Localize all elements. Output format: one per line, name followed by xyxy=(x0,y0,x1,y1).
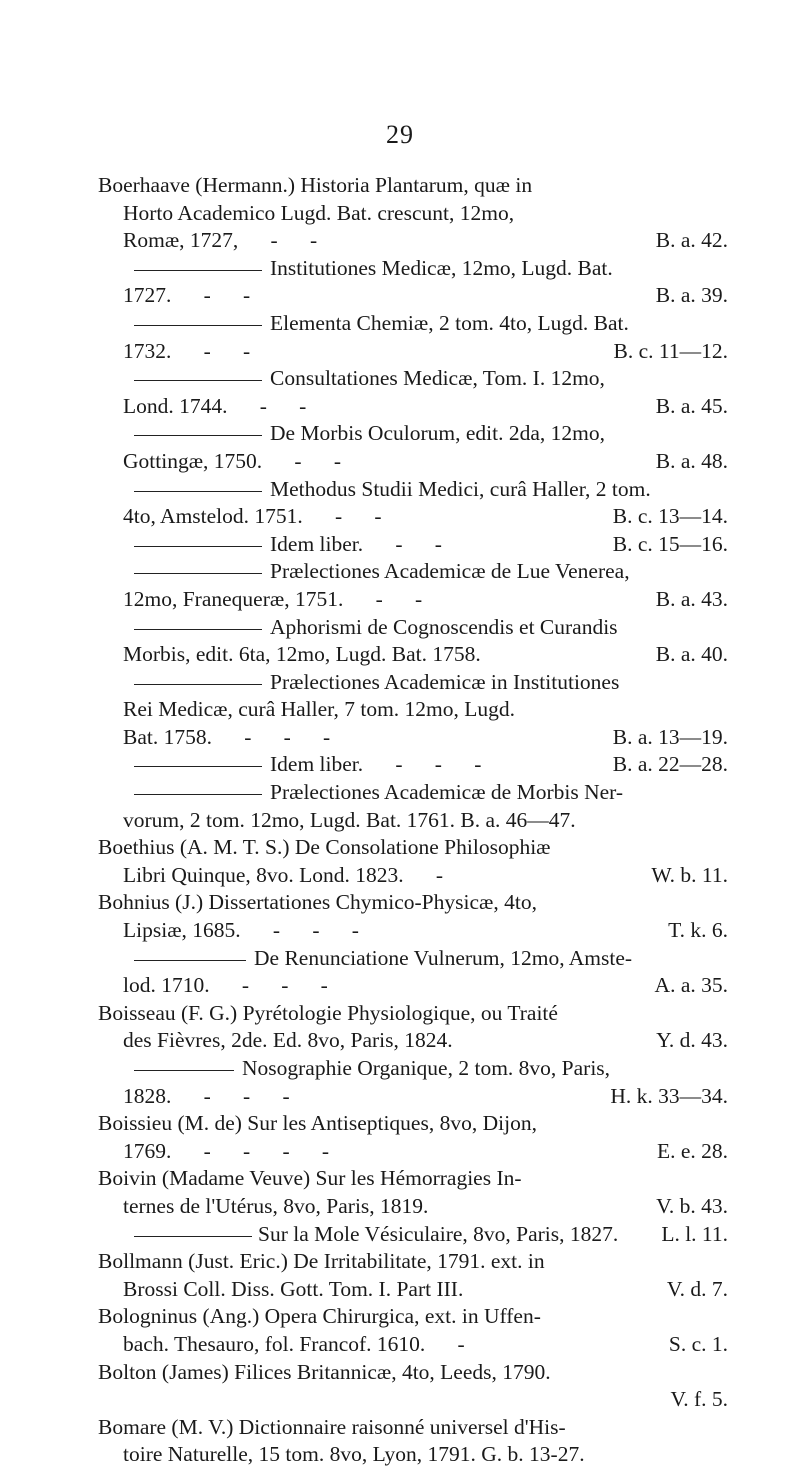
shelf-reference: E. e. 28. xyxy=(656,1138,728,1163)
ditto-entry-line xyxy=(98,310,728,338)
entry-text: Bollmann (Just. Eric.) De Irritabilitate, 1791. ext. in xyxy=(98,1249,545,1274)
shelf-reference: B. a. 48. xyxy=(655,448,728,473)
entry-continuation-line xyxy=(98,282,728,310)
ditto-entry-line xyxy=(98,614,728,642)
entry-continuation-line xyxy=(98,200,728,228)
shelf-reference: B. a. 42. xyxy=(655,228,728,253)
entry-text: Idem liber. - - - xyxy=(270,752,482,777)
entry-text: 1732. - - xyxy=(123,338,251,363)
entry-text: Idem liber. - - xyxy=(270,531,442,556)
entry-continuation-line xyxy=(98,586,728,614)
entry-text: Boethius (A. M. T. S.) De Consolatione Philosophiæ xyxy=(98,835,551,860)
shelf-reference: V. b. 43. xyxy=(656,1193,728,1218)
ditto-entry-line xyxy=(98,1221,728,1249)
entry-text: Bologninus (Ang.) Opera Chirurgica, ext. in Uffen- xyxy=(98,1304,541,1329)
entry-text: Boerhaave (Hermann.) Historia Plantarum, quæ in xyxy=(98,173,533,197)
entry-text: Rei Medicæ, curâ Haller, 7 tom. 12mo, Lugd. xyxy=(123,697,516,722)
entry-text: Romæ, 1727, - - xyxy=(123,228,318,253)
entry-text: ternes de l'Utérus, 8vo, Paris, 1819. xyxy=(123,1193,429,1218)
entry-continuation-line xyxy=(98,862,728,890)
entry-text: Aphorismi de Cognoscendis et Curandis xyxy=(270,614,618,639)
entry-text: Prælectiones Academicæ de Lue Venerea, xyxy=(270,559,630,584)
entry-continuation-line xyxy=(98,1027,728,1055)
entry-text: 1727. - - xyxy=(123,283,251,308)
entry-text: vorum, 2 tom. 12mo, Lugd. Bat. 1761. B. a. 46—47. xyxy=(123,807,576,832)
shelf-reference: Y. d. 43. xyxy=(656,1028,728,1053)
entry-continuation-line xyxy=(98,1276,728,1304)
entry-text: 1828. - - - xyxy=(123,1083,290,1108)
entry-text: lod. 1710. - - - xyxy=(123,973,328,998)
shelf-reference: V. d. 7. xyxy=(666,1276,728,1301)
page-number: 29 xyxy=(386,120,414,149)
entry-text: 4to, Amstelod. 1751. - - xyxy=(123,504,382,529)
shelf-reference: B. a. 13—19. xyxy=(612,724,728,749)
shelf-reference: T. k. 6. xyxy=(668,918,728,943)
entry-text: Institutiones Medicæ, 12mo, Lugd. Bat. xyxy=(270,255,613,280)
entry-text: Boivin (Madame Veuve) Sur les Hémorragies In- xyxy=(98,1166,522,1191)
shelf-reference: B. a. 45. xyxy=(655,393,728,418)
ditto-entry-line xyxy=(98,779,728,807)
entry-continuation-line xyxy=(98,1331,728,1359)
ditto-entry-line xyxy=(98,420,728,448)
entry-text: Lipsiæ, 1685. - - - xyxy=(123,918,359,943)
entry-continuation-line xyxy=(98,1386,728,1414)
ditto-entry-line xyxy=(98,751,728,779)
entry-heading-line xyxy=(98,1165,728,1193)
entry-continuation-line xyxy=(98,1441,728,1469)
shelf-reference: V. f. 5. xyxy=(670,1387,728,1412)
entry-continuation-line xyxy=(98,448,728,476)
ditto-entry-line xyxy=(98,476,728,504)
entry-text: Nosographie Organique, 2 tom. 8vo, Paris, xyxy=(242,1056,611,1080)
shelf-reference: B. a. 40. xyxy=(655,642,728,667)
ditto-entry-line xyxy=(98,1055,728,1083)
entry-text: Gottingæ, 1750. - - xyxy=(123,448,341,473)
shelf-reference: H. k. 33—34. xyxy=(610,1083,728,1108)
shelf-reference: B. a. 43. xyxy=(655,586,728,611)
entry-text: Bomare (M. V.) Dictionnaire raisonné universel d'His- xyxy=(98,1414,566,1439)
entry-text: Consultationes Medicæ, Tom. I. 12mo, xyxy=(270,366,605,391)
entry-continuation-line xyxy=(98,503,728,531)
ditto-entry-line xyxy=(98,531,728,559)
entry-text: Brossi Coll. Diss. Gott. Tom. I. Part III. xyxy=(123,1276,464,1301)
entry-text: Boisseau (F. G.) Pyrétologie Physiologique, ou Traité xyxy=(98,1000,558,1025)
ditto-entry-line xyxy=(98,255,728,283)
shelf-reference: A. a. 35. xyxy=(654,973,728,998)
entry-text: Libri Quinque, 8vo. Lond. 1823. - xyxy=(123,862,444,887)
entry-continuation-line xyxy=(98,724,728,752)
shelf-reference: B. c. 15—16. xyxy=(612,531,728,556)
entry-heading-line xyxy=(98,1110,728,1138)
entry-continuation-line xyxy=(98,1193,728,1221)
shelf-reference: B. a. 22—28. xyxy=(612,752,728,777)
shelf-reference: B. c. 13—14. xyxy=(612,504,728,529)
entry-text: Horto Academico Lugd. Bat. crescunt, 12mo, xyxy=(123,200,515,225)
entry-text: Bolton (James) Filices Britannicæ, 4to, Leeds, 1790. xyxy=(98,1359,551,1384)
entry-text: Bat. 1758. - - - xyxy=(123,724,331,749)
entry-text: De Morbis Oculorum, edit. 2da, 12mo, xyxy=(270,421,605,446)
entry-text: Morbis, edit. 6ta, 12mo, Lugd. Bat. 1758. xyxy=(123,642,481,667)
entry-text: Sur la Mole Vésiculaire, 8vo, Paris, 1827. xyxy=(258,1221,619,1246)
entry-continuation-line xyxy=(98,917,728,945)
entry-text: Boissieu (M. de) Sur les Antiseptiques, 8vo, Dijon, xyxy=(98,1111,537,1136)
shelf-reference: L. l. 11. xyxy=(661,1221,728,1246)
entry-heading-line xyxy=(98,889,728,917)
entry-text: Lond. 1744. - - xyxy=(123,393,307,418)
entry-text: toire Naturelle, 15 tom. 8vo, Lyon, 1791. G. b. 13-27. xyxy=(123,1442,585,1467)
entry-continuation-line xyxy=(98,641,728,669)
entry-text: 1769. - - - - xyxy=(123,1138,330,1163)
ditto-entry-line xyxy=(98,669,728,697)
entry-text: Methodus Studii Medici, curâ Haller, 2 tom. xyxy=(270,476,651,501)
entry-continuation-line xyxy=(98,227,728,255)
entry-text: Bohnius (J.) Dissertationes Chymico-Physicæ, 4to, xyxy=(98,890,537,915)
entry-continuation-line xyxy=(98,1083,728,1111)
shelf-reference: S. c. 1. xyxy=(668,1331,728,1356)
entry-heading-line xyxy=(98,1248,728,1276)
ditto-entry-line xyxy=(98,945,728,973)
shelf-reference: B. a. 39. xyxy=(655,283,728,308)
entry-heading-line xyxy=(98,1414,728,1442)
entry-continuation-line xyxy=(98,1138,728,1166)
entry-text: bach. Thesauro, fol. Francof. 1610. - xyxy=(123,1331,465,1356)
entry-text: Elementa Chemiæ, 2 tom. 4to, Lugd. Bat. xyxy=(270,310,629,335)
entry-heading-line xyxy=(98,834,728,862)
shelf-reference: B. c. 11—12. xyxy=(613,338,728,363)
entry-heading-line xyxy=(98,1303,728,1331)
shelf-reference: W. b. 11. xyxy=(651,862,728,887)
entry-text: des Fièvres, 2de. Ed. 8vo, Paris, 1824. xyxy=(123,1028,453,1053)
entry-text: Prælectiones Academicæ de Morbis Ner- xyxy=(270,780,624,805)
entry-continuation-line xyxy=(98,393,728,421)
entry-heading-line xyxy=(98,172,728,200)
entry-continuation-line xyxy=(98,807,728,835)
entry-continuation-line xyxy=(98,696,728,724)
entry-continuation-line xyxy=(98,972,728,1000)
entry-text: De Renunciatione Vulnerum, 12mo, Amste- xyxy=(254,945,633,970)
entry-text: 12mo, Franequeræ, 1751. - - xyxy=(123,586,423,611)
catalogue-entries xyxy=(98,172,728,1469)
ditto-entry-line xyxy=(98,558,728,586)
ditto-entry-line xyxy=(98,365,728,393)
entry-text: Prælectiones Academicæ in Institutiones xyxy=(270,669,620,694)
entry-continuation-line xyxy=(98,338,728,366)
entry-heading-line xyxy=(98,1000,728,1028)
